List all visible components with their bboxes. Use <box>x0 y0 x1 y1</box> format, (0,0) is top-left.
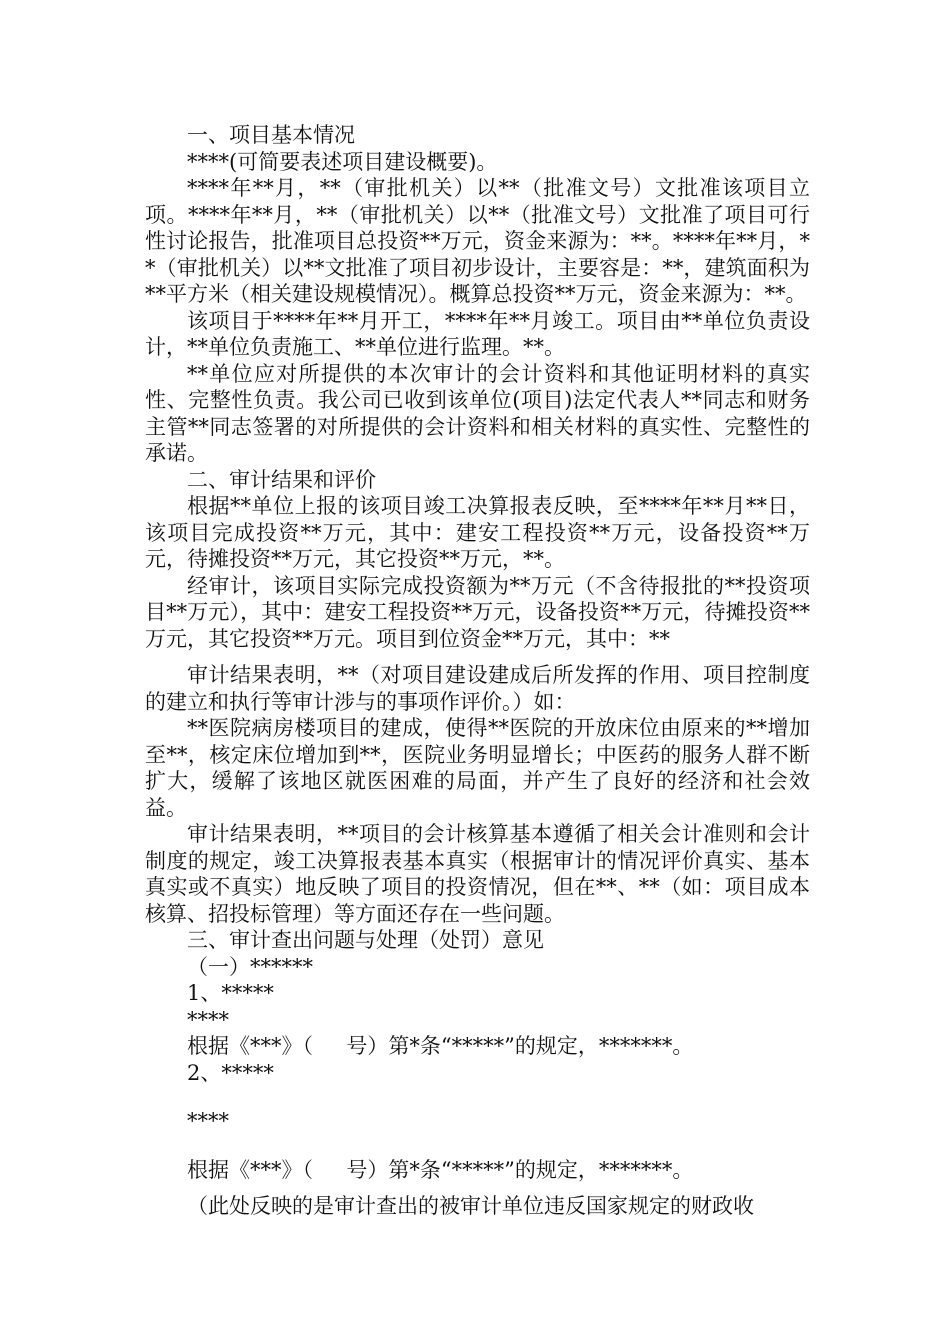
paragraph: ****年**月，**（审批机关）以**（批准文号）文批准该项目立项。****年**月，**（审批机关）以**（批准文号）文批准了项目可行性讨论报告，批准项目总投资**万元，资金来源为：**。****年**月，**（审批机关）以**文批准了项目初步设计，主要容是：**，建筑面积为**平方米（相关建设规模情况）。概算总投资**万元，资金来源为：**。 <box>145 176 810 306</box>
paragraph: 该项目于****年**月开工，****年**月竣工。项目由**单位负责设计，**单位负责施工、**单位进行监理。**。 <box>145 308 810 359</box>
subsection-heading: （一）****** <box>187 954 313 979</box>
section-heading-1: 一、项目基本情况 <box>187 123 355 147</box>
paragraph: **单位应对所提供的本次审计的会计资料和其他证明材料的真实性、完整性负责。我公司已收到该单位(项目)法定代表人**同志和财务主管**同志签署的对所提供的会计资料和相关材料的真实性、完整性的承诺。 <box>145 361 810 465</box>
paragraph: 根据《***》（ 号）第*条“*****”的规定，*******。 <box>187 1157 694 1182</box>
paragraph: 审计结果表明，**（对项目建设建成后所发挥的作用、项目控制度的建立和执行等审计涉与的事项作评价。）如： <box>145 663 810 714</box>
paragraph: **** <box>187 1007 229 1032</box>
paragraph: ****(可简要表述项目建设概要)。 <box>187 149 498 174</box>
paragraph: **** <box>187 1109 229 1133</box>
list-item-1: 1、***** <box>187 981 274 1005</box>
paragraph: （此处反映的是审计查出的被审计单位违反国家规定的财政收 <box>187 1194 754 1218</box>
paragraph: 根据《***》（ 号）第*条“*****”的规定，*******。 <box>187 1034 694 1058</box>
section-heading-3: 三、审计查出问题与处理（处罚）意见 <box>187 928 544 952</box>
paragraph: 经审计，该项目实际完成投资额为**万元（不含待报批的**投资项目**万元），其中：建安工程投资**万元，设备投资**万元，待摊投资**万元，其它投资**万元。项目到位资金**万元，其中：** <box>145 573 810 651</box>
paragraph: 根据**单位上报的该项目竣工决算报表反映，至****年**月**日，该项目完成投资**万元，其中：建安工程投资**万元，设备投资**万元，待摊投资**万元，其它投资**万元，**。 <box>145 494 810 571</box>
list-item-2: 2、***** <box>187 1060 274 1085</box>
paragraph: 审计结果表明，**项目的会计核算基本遵循了相关会计准则和会计制度的规定，竣工决算报表基本真实（根据审计的情况评价真实、基本真实或不真实）地反映了项目的投资情况，但在**、**（如：项目成本核算、招投标管理）等方面还存在一些问题。 <box>145 822 810 926</box>
document-body <box>145 122 810 1220</box>
section-heading-2: 二、审计结果和评价 <box>187 467 376 492</box>
paragraph: **医院病房楼项目的建成，使得**医院的开放床位由原来的**增加至**，核定床位增加到**，医院业务明显增长；中医药的服务人群不断扩大，缓解了该地区就医困难的局面，并产生了良好的经济和社会效益。 <box>145 716 810 820</box>
